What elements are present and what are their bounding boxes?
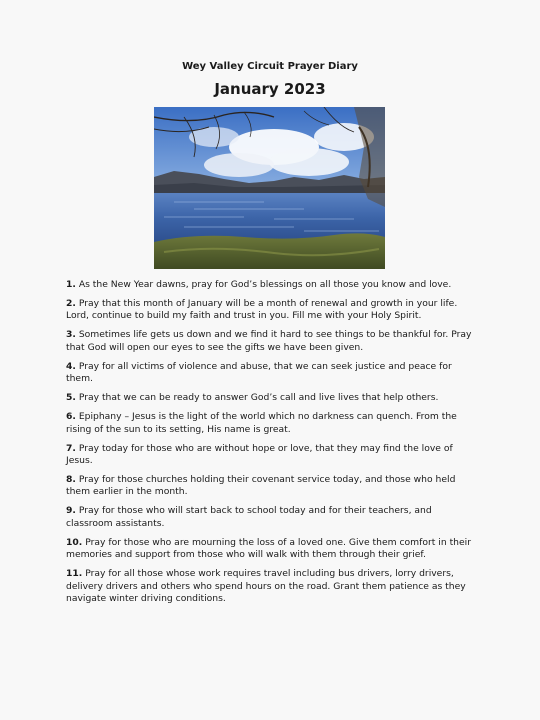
prayer-entries-list <box>66 279 476 612</box>
entry-text: As the New Year dawns, pray for God’s blessings on all those you know and love. <box>78 279 452 290</box>
entry-number: 11. <box>66 568 83 580</box>
prayer-entry <box>66 411 476 436</box>
entry-number: 9. <box>66 505 76 517</box>
entry-number: 10. <box>66 536 83 548</box>
entry-text: Pray for all those whose work requires travel including bus drivers, lorry drivers, delivery drivers and others who spend hours on the road. Grant them patience as they navigate winter driving conditions. <box>66 568 466 605</box>
lake-landscape-photo <box>154 107 385 269</box>
entry-text: Pray that we can be ready to answer God’s call and live lives that help others. <box>78 392 439 404</box>
prayer-entry <box>66 474 476 499</box>
month-title: January 2023 <box>214 80 326 98</box>
entry-number: 7. <box>66 442 76 454</box>
prayer-entry <box>66 298 476 323</box>
entry-number: 5. <box>66 392 76 404</box>
prayer-entry <box>66 279 476 291</box>
prayer-entry <box>66 329 476 354</box>
entry-text: Sometimes life gets us down and we find it hard to see things to be thankful for. Pray that God will open our eyes to see the gifts we have been given. <box>66 329 472 353</box>
prayer-entry <box>66 568 476 605</box>
entry-text: Pray for those churches holding their covenant service today, and those who held them earlier in the month. <box>66 474 456 498</box>
prayer-entry <box>66 392 476 404</box>
entry-number: 8. <box>66 474 76 486</box>
entry-number: 1. <box>66 279 76 290</box>
entry-text: Pray that this month of January will be a month of renewal and growth in your life. Lord, continue to build my faith and trust in you. Fill me with your Holy Spirit. <box>66 298 458 322</box>
entry-text: Pray for those who are mourning the loss of a loved one. Give them comfort in their memories and support from those who will walk with them through their grief. <box>66 536 471 561</box>
prayer-entry <box>66 443 476 468</box>
prayer-entry <box>66 537 476 562</box>
entry-text: Epiphany – Jesus is the light of the world which no darkness can quench. From the rising of the sun to its setting, His name is great. <box>66 411 457 435</box>
entry-text: Pray today for those who are without hope or love, that they may find the love of Jesus. <box>66 442 453 467</box>
entry-number: 6. <box>66 411 76 423</box>
diary-subtitle: Wey Valley Circuit Prayer Diary <box>182 61 358 72</box>
entry-number: 2. <box>66 298 76 309</box>
prayer-entry <box>66 505 476 530</box>
entry-number: 3. <box>66 329 76 341</box>
entry-text: Pray for all victims of violence and abuse, that we can seek justice and peace for them. <box>66 360 452 385</box>
entry-text: Pray for those who will start back to school today and for their teachers, and classroom assistants. <box>66 505 432 529</box>
entry-number: 4. <box>66 360 76 372</box>
prayer-entry <box>66 361 476 386</box>
